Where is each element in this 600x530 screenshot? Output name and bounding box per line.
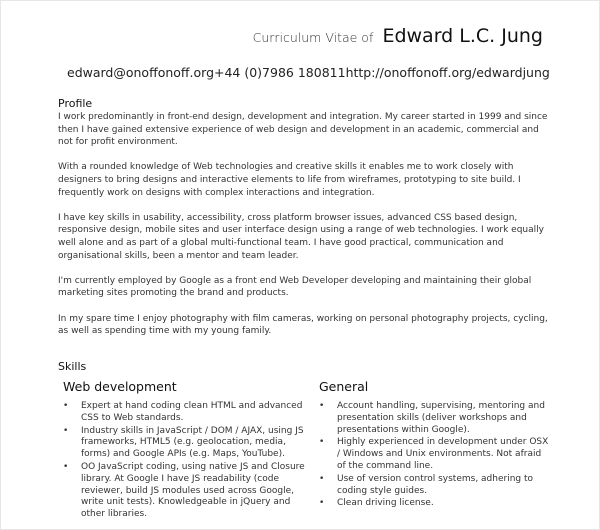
profile-paragraph: I have key skills in usability, accessibility, cross platform browser issues, advanced CSS based design, responsive design, mobile sites and user interface design using a range of web technologies. I work equally well alone and as part of a global multi-functional team. I have good practical, communication and organisational skills, been a mentor and team leader.: [58, 212, 544, 261]
website-link[interactable]: http://onoffonoff.org/edwardjung: [345, 65, 550, 80]
skill-text: Account handling, supervising, mentoring and presentation skills (deliver workshops and presentations within Google).: [337, 401, 545, 435]
title-prefix: Curriculum Vitae of: [252, 30, 374, 45]
web-development-list: [63, 401, 313, 521]
email-address[interactable]: edward@onoffonoff.org: [67, 65, 214, 80]
bullet-icon: •: [63, 401, 69, 411]
profile-paragraph: I work predominantly in front-end design, development and integration. My career started in 1999 and since then I have gained extensive experience of web design and development in an academic, commercial and not for profit environment.: [58, 112, 548, 148]
list-item: [63, 426, 313, 461]
skill-text: Expert at hand coding clean HTML and advanced CSS to Web standards.: [81, 401, 303, 423]
skill-text: OO JavaScript coding, using native JS and Closure library. At Google I have JS readability (code reviewer, build JS modules used across Google, write unit tests). Knowledgeable in jQuery and other libraries.: [81, 461, 305, 520]
general-list: [319, 401, 551, 510]
bullet-icon: •: [319, 498, 325, 509]
bullet-icon: •: [319, 437, 325, 448]
web-development-skills: [63, 379, 313, 522]
bullet-icon: •: [63, 461, 69, 472]
skill-text: Highly experienced in development under OSX / Windows and Unix environments. Not afraid of the command line.: [337, 437, 549, 471]
web-development-heading: Web development: [63, 379, 177, 394]
list-item: [319, 437, 551, 472]
contact-details: [67, 65, 550, 80]
candidate-name: Edward L.C. Jung: [382, 25, 543, 47]
list-item: [63, 462, 313, 521]
skill-text: Clean driving license.: [337, 498, 434, 509]
general-heading: General: [319, 379, 369, 394]
profile-heading: Profile: [58, 97, 93, 110]
profile-paragraph: In my spare time I enjoy photography with film cameras, working on personal photography projects, cycling, as well as spending time with my young family.: [58, 313, 548, 337]
general-skills: [319, 379, 551, 511]
list-item: [63, 401, 313, 425]
skill-text: Use of version control systems, adhering to coding style guides.: [337, 473, 534, 496]
skill-text: Industry skills in JavaScript / DOM / AJAX, using JS frameworks, HTML5 (e.g. geolocation, media, forms) and Google APIs (e.g. Maps, YouTube).: [81, 425, 304, 460]
list-item: [319, 498, 551, 510]
bullet-icon: •: [319, 473, 325, 484]
list-item: [319, 401, 551, 436]
list-item: [319, 474, 551, 498]
skills-heading: Skills: [58, 360, 87, 373]
bullet-icon: •: [63, 425, 69, 436]
profile-paragraph: I'm currently employed by Google as a front end Web Developer developing and maintaining their global marketing sites promoting the brand and products.: [58, 275, 532, 299]
profile-section: [58, 111, 550, 350]
profile-paragraph: With a rounded knowledge of Web technologies and creative skills it enables me to work closely with designers to bring designs and interactive elements to life from wireframes, prototyping to site build. I frequently work on designs with complex interactions and integration.: [58, 162, 521, 198]
document-title: [253, 25, 543, 47]
phone-number: +44 (0)7986 180811: [214, 65, 346, 80]
bullet-icon: •: [319, 401, 325, 411]
